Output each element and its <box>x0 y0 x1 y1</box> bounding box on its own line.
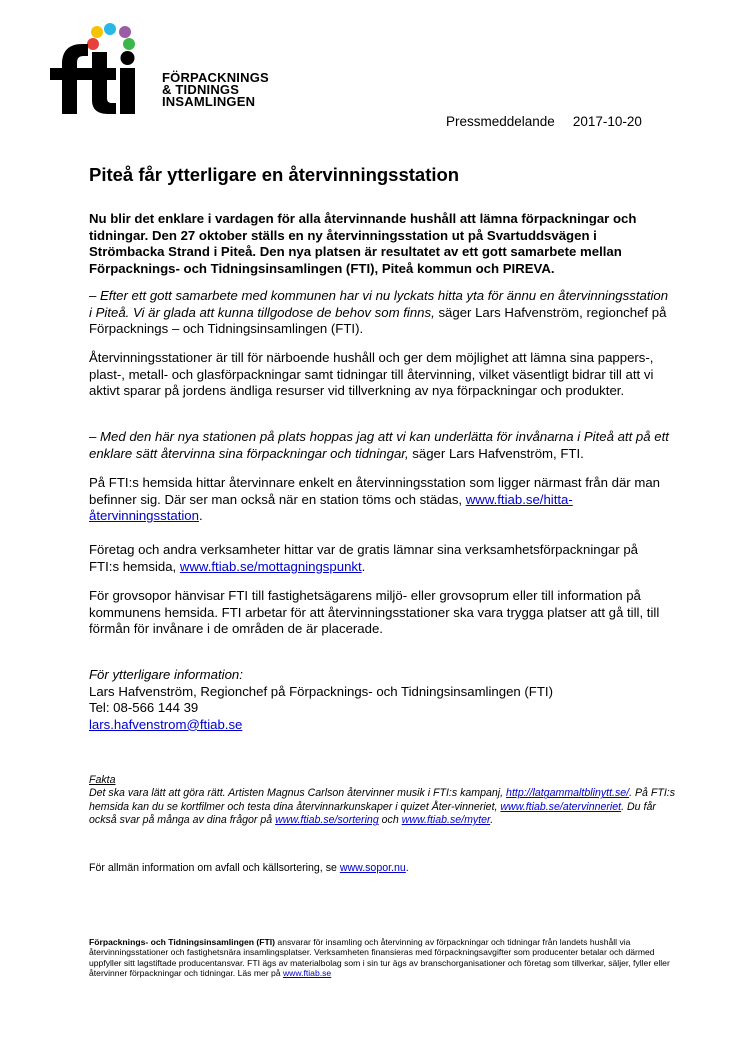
find-station-end: . <box>198 508 203 524</box>
footer-about <box>89 937 679 979</box>
find-station-link[interactable]: www.ftiab.se/hitta-återvinningsstation <box>89 491 573 524</box>
general-info <box>89 862 679 875</box>
logo-text-line1: FÖRPACKNINGS <box>162 70 269 85</box>
fti-logo[interactable] <box>48 22 288 122</box>
logo-dot-cyan <box>104 23 116 35</box>
business-paragraph <box>89 542 669 575</box>
page-title: Piteå får ytterligare en återvinningsstation <box>89 164 460 185</box>
business-text: Företag och andra verksamheter hittar var de gratis lämnar sina verksamhetsförpackningar på FTI:s hemsida, <box>89 542 639 574</box>
stations-paragraph: Återvinningsstationer är till för närboende hushåll och ger dem möjlighet att lämna sina pappers-, plast-, metall- och glasförpackningar samt tidningar till återvinning, vilket väsentligt bidrar till att vi aktivt sparar på jordens ändliga resurser vid tillverkning av nya förpackningar och produkter. <box>89 350 654 399</box>
general-info-text: För allmän information om avfall och källsortering, se <box>89 862 340 874</box>
fakta-link-2[interactable]: www.ftiab.se/atervinneriet <box>500 800 622 813</box>
fakta-link-1[interactable]: http://latgammaltblinytt.se/ <box>506 787 630 800</box>
fakta-text-5: . <box>490 814 494 827</box>
fakta-heading: Fakta <box>89 774 116 786</box>
fakta-text <box>89 787 679 827</box>
quote-attribution-2: säger Lars Hafvenström, FTI. <box>408 445 584 461</box>
footer-text: ansvarar för insamling och återvinning av förpackningar och tidningar från landets hushåll via återvinningsstationer och fastighetsnära insamlingsplatser. Verksamheten finansieras med förpackningsavgifter som producenter betalar och därmed uppfyller sitt lagstiftade producentansvar. FTI ägs av materialbolag som i sin tur ägs av branschorganisationer och företag som tillverkar, säljer, fyller eller återvinner förpackningar och tidningar. Läs mer på <box>89 937 670 979</box>
quote-paragraph-1 <box>89 288 669 338</box>
logo-dot-yellow <box>91 26 103 38</box>
footer-link[interactable]: www.ftiab.se <box>282 968 332 979</box>
contact-name: Lars Hafvenström, Regionchef på Förpacknings- och Tidningsinsamlingen (FTI) <box>89 683 553 699</box>
quote-text-2: – Med den här nya stationen på plats hoppas jag att vi kan underlätta för invånarna i Piteå att på ett enklare sätt återvinna sina förpackningar och tidningar, <box>89 429 669 461</box>
fakta-text-3: . Du får också svar på många av dina frågor på <box>89 800 656 827</box>
logo-dot-green <box>123 38 135 50</box>
business-link[interactable]: www.ftiab.se/mottagningspunkt <box>179 558 362 574</box>
find-station-paragraph <box>89 475 669 525</box>
quote-attribution-1: säger Lars Hafvenström, regionchef på Förpacknings – och Tidningsinsamlingen (FTI). <box>89 304 667 337</box>
general-info-end: . <box>405 862 409 874</box>
footer-org: Förpacknings- och Tidningsinsamlingen (FTI) <box>89 937 276 947</box>
coarse-waste-paragraph: För grovsopor hänvisar FTI till fastighetsägarens miljö- eller grovsoprum eller till information på kommunens hemsida. FTI arbetar för att återvinningsstationer ska vara trygga platser att gå till, till förmån för invånare i de områden de är placerade. <box>89 588 660 637</box>
logo-dot-red <box>87 38 99 50</box>
logo-text-line2: & TIDNINGS <box>162 82 240 97</box>
fakta-block <box>89 774 679 828</box>
fakta-text-4: och <box>378 814 402 827</box>
sopor-link[interactable]: www.sopor.nu <box>339 862 406 874</box>
business-end: . <box>361 558 366 574</box>
contact-block <box>89 667 669 733</box>
header-meta <box>446 114 642 129</box>
quote-paragraph-2 <box>89 429 669 462</box>
find-station-text: På FTI:s hemsida hittar återvinnare enkelt en återvinningsstation som ligger närmast från där man befinner sig. Där ser man också när en station töms och städas, <box>89 475 660 507</box>
lead-paragraph: Nu blir det enklare i vardagen för alla återvinnande hushåll att lämna förpackningar och tidningar. Den 27 oktober ställs en ny återvinningsstation ut på Svartuddsvägen i Strömbacka Strand i Piteå. Den nya platsen är resultatet av ett gott samarbete mellan Förpacknings- och Tidningsinsamlingen (FTI), Piteå kommun och PIREVA. <box>89 211 637 276</box>
fakta-link-4[interactable]: www.ftiab.se/myter <box>401 814 491 827</box>
fakta-text-1: Det ska vara lätt att göra rätt. Artisten Magnus Carlson återvinner musik i FTI:s kampanj, <box>89 787 507 800</box>
fti-logo-mark <box>48 22 168 122</box>
fakta-link-3[interactable]: www.ftiab.se/sortering <box>275 814 379 827</box>
logo-text-line3: INSAMLINGEN <box>162 94 256 109</box>
fakta-text-2: . På FTI:s hemsida kan du se kortfilmer och testa dina återvinnarkunskaper i quizet Åter-vinneriet, <box>89 787 676 813</box>
quote-text-1: – Efter ett gott samarbete med kommunen har vi nu lyckats hitta yta för ännu en återvinningsstation i Piteå. Vi är glada att kunna tillgodose de behov som finns, <box>89 288 669 320</box>
contact-email-link[interactable]: lars.hafvenstrom@ftiab.se <box>89 716 243 732</box>
contact-heading: För ytterligare information: <box>89 667 243 682</box>
contact-tel: Tel: 08-566 144 39 <box>89 700 199 716</box>
doc-date: 2017-10-20 <box>572 114 642 129</box>
logo-dot-purple <box>119 26 131 38</box>
doc-type: Pressmeddelande <box>446 114 555 129</box>
